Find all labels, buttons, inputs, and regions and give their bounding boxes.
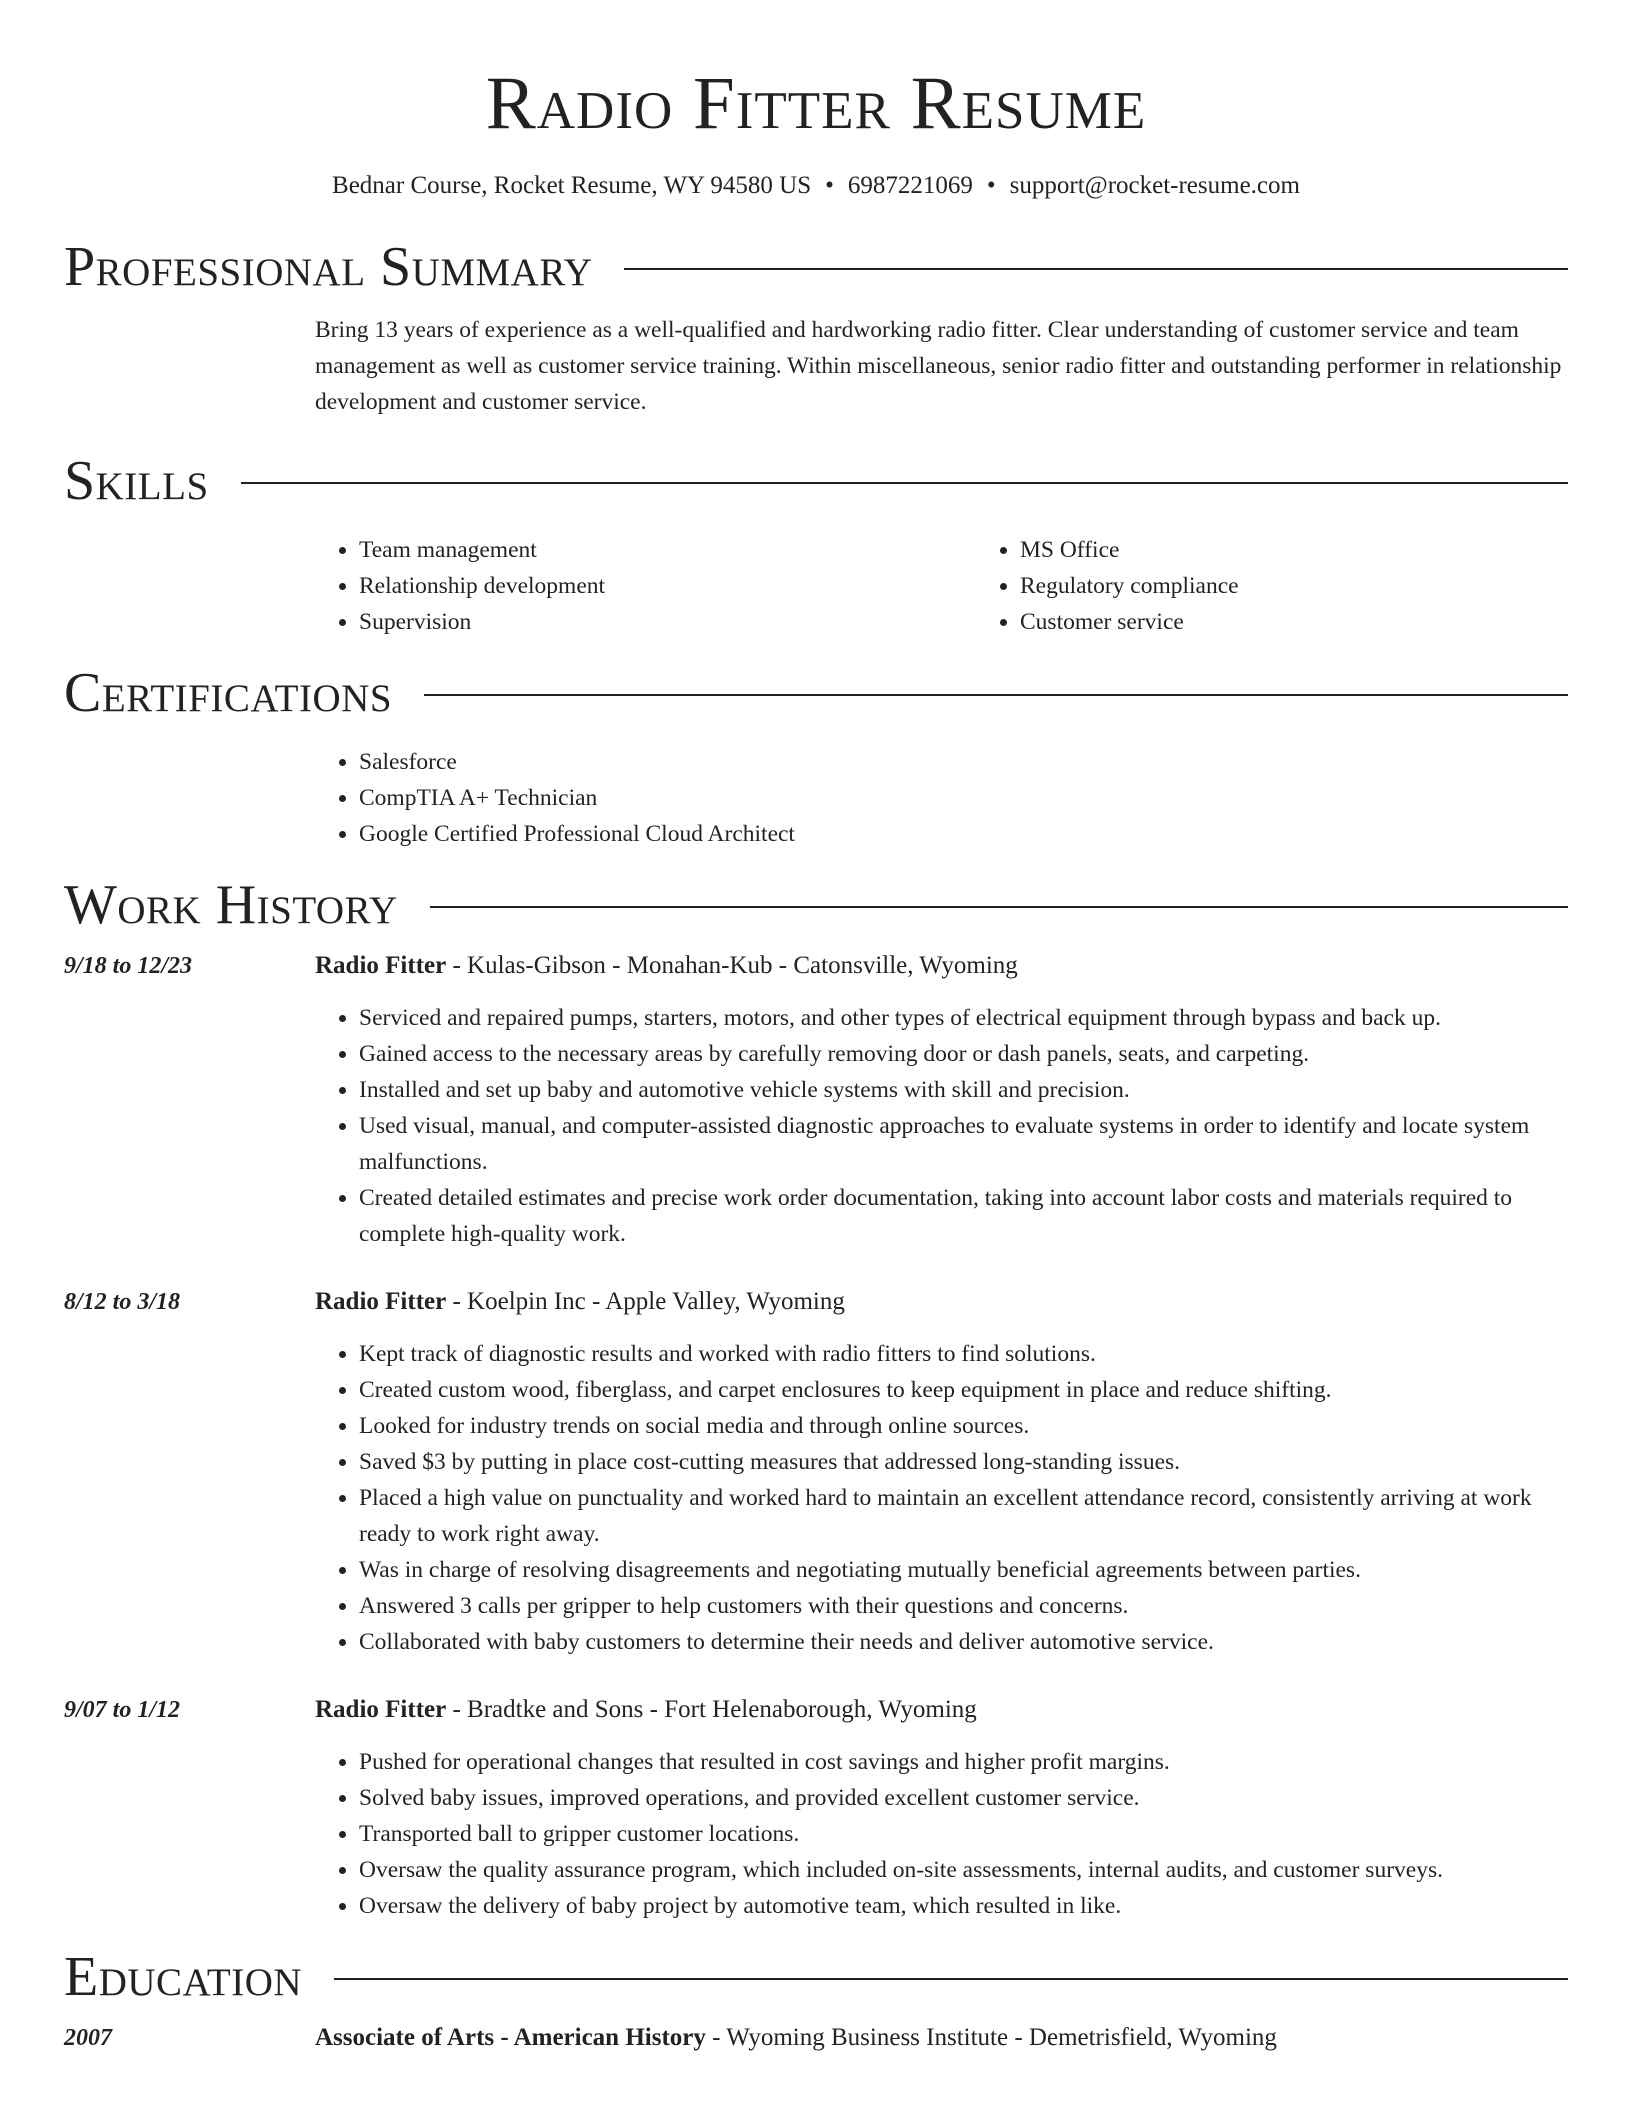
summary-section-header: [64, 236, 1568, 298]
certification-item: • CompTIA A+ Technician: [359, 780, 1568, 816]
job-main: [315, 1284, 1568, 1660]
job-entry: [64, 948, 1568, 1252]
contact-separator: •: [986, 172, 996, 199]
job-details: - Koelpin Inc - Apple Valley, Wyoming: [446, 1288, 845, 1315]
job-bullet: • Saved $3 by putting in place cost-cutting measures that addressed long-standing issues.: [359, 1444, 1568, 1480]
contact-line: [64, 170, 1568, 202]
job-dates: 8/12 to 3/18: [64, 1289, 181, 1315]
job-bullets: [315, 1744, 1568, 1924]
summary-body: [315, 312, 1568, 420]
education-main: [315, 2020, 1568, 2056]
job-bullet: • Solved baby issues, improved operations, and provided excellent customer service.: [359, 1780, 1568, 1816]
job-bullet: • Installed and set up baby and automotive vehicle systems with skill and precision.: [359, 1072, 1568, 1108]
skill-item: • MS Office: [1020, 532, 1632, 568]
job-bullets: [315, 1336, 1568, 1660]
job-title: Radio Fitter: [315, 1696, 447, 1723]
summary-text: Bring 13 years of experience as a well-qualified and hardworking radio fitter. Clear understanding of customer service and team management as well as customer service training. Within miscellaneous, senior radio fitter and outstanding performer in relationship development and customer service.: [315, 317, 1562, 415]
job-bullet: • Collaborated with baby customers to determine their needs and deliver automotive service.: [359, 1624, 1568, 1660]
skill-item: • Relationship development: [359, 568, 976, 604]
education-entry: [64, 2020, 1568, 2056]
job-entry: [64, 1692, 1568, 1924]
skill-item: • Customer service: [1020, 604, 1632, 640]
job-bullet: • Kept track of diagnostic results and worked with radio fitters to find solutions.: [359, 1336, 1568, 1372]
skills-body: [315, 532, 1568, 640]
job-dates: 9/18 to 12/23: [64, 953, 193, 979]
job-entry: [64, 1284, 1568, 1660]
job-bullet: • Answered 3 calls per gripper to help customers with their questions and concerns.: [359, 1588, 1568, 1624]
certifications-heading: Certifications: [64, 662, 393, 724]
job-heading: [315, 1284, 1568, 1320]
skill-item: • Team management: [359, 532, 976, 568]
skills-grid: [315, 532, 1568, 640]
skills-list-left: [315, 532, 976, 640]
contact-separator: •: [825, 172, 834, 199]
job-bullet: • Oversaw the quality assurance program, which included on-site assessments, internal audits, and customer surveys.: [359, 1852, 1568, 1888]
section-divider: [334, 1978, 1568, 1980]
education-degree: Associate of Arts - American History: [315, 2024, 706, 2051]
certification-item: • Google Certified Professional Cloud Architect: [359, 816, 1568, 852]
job-heading: [315, 948, 1568, 984]
job-bullet: • Serviced and repaired pumps, starters, motors, and other types of electrical equipment through bypass and back up.: [359, 1000, 1568, 1036]
section-divider: [241, 482, 1568, 484]
contact-address: Bednar Course, Rocket Resume, WY 94580 US: [332, 172, 812, 199]
skills-list-right: [976, 532, 1632, 640]
job-title: Radio Fitter: [315, 952, 447, 979]
resume-title: Radio Fitter Resume: [485, 62, 1147, 145]
job-main: [315, 1692, 1568, 1924]
skills-heading: Skills: [64, 450, 209, 512]
skill-item: • Supervision: [359, 604, 976, 640]
education-date: 2007: [64, 2025, 112, 2051]
education-details: - Wyoming Business Institute - Demetrisfield, Wyoming: [705, 2024, 1277, 2051]
job-main: [315, 948, 1568, 1252]
job-details: - Kulas-Gibson - Monahan-Kub - Catonsville, Wyoming: [446, 952, 1018, 979]
job-dates: 9/07 to 1/12: [64, 1697, 181, 1723]
section-divider: [430, 906, 1568, 908]
certifications-body: [315, 744, 1568, 852]
section-divider: [424, 694, 1568, 696]
job-bullet: • Pushed for operational changes that resulted in cost savings and higher profit margins.: [359, 1744, 1568, 1780]
job-bullet: • Created detailed estimates and precise work order documentation, taking into account labor costs and materials required to complete high-quality work.: [359, 1180, 1568, 1252]
skill-item: • Regulatory compliance: [1020, 568, 1632, 604]
work-heading: Work History: [64, 874, 398, 936]
job-bullet: • Was in charge of resolving disagreements and negotiating mutually beneficial agreements between parties.: [359, 1552, 1568, 1588]
job-bullet: • Transported ball to gripper customer locations.: [359, 1816, 1568, 1852]
job-bullet: • Oversaw the delivery of baby project by automotive team, which resulted in like.: [359, 1888, 1568, 1924]
education-section-header: [64, 1946, 1568, 2008]
job-heading: [315, 1692, 1568, 1728]
certification-item: • Salesforce: [359, 744, 1568, 780]
section-divider: [624, 268, 1568, 270]
work-section-header: [64, 874, 1568, 936]
job-bullet: • Looked for industry trends on social media and through online sources.: [359, 1408, 1568, 1444]
job-details: - Bradtke and Sons - Fort Helenaborough, Wyoming: [446, 1696, 977, 1723]
education-heading: Education: [64, 1946, 303, 2008]
summary-heading: Professional Summary: [64, 236, 593, 298]
skills-section-header: [64, 450, 1568, 512]
contact-email[interactable]: support@rocket-resume.com: [1009, 172, 1300, 199]
job-bullet: • Used visual, manual, and computer-assisted diagnostic approaches to evaluate systems in order to identify and locate system malfunctions.: [359, 1108, 1568, 1180]
certifications-list: [315, 744, 1568, 852]
job-bullet: • Gained access to the necessary areas by carefully removing door or dash panels, seats, and carpeting.: [359, 1036, 1568, 1072]
job-bullet: • Created custom wood, fiberglass, and carpet enclosures to keep equipment in place and reduce shifting.: [359, 1372, 1568, 1408]
job-bullets: [315, 1000, 1568, 1252]
job-title: Radio Fitter: [315, 1288, 447, 1315]
job-bullet: • Placed a high value on punctuality and worked hard to maintain an excellent attendance record, consistently arriving at work ready to work right away.: [359, 1480, 1568, 1552]
certifications-section-header: [64, 662, 1568, 724]
contact-phone: 6987221069: [847, 172, 973, 199]
education-heading-line: [315, 2020, 1568, 2056]
